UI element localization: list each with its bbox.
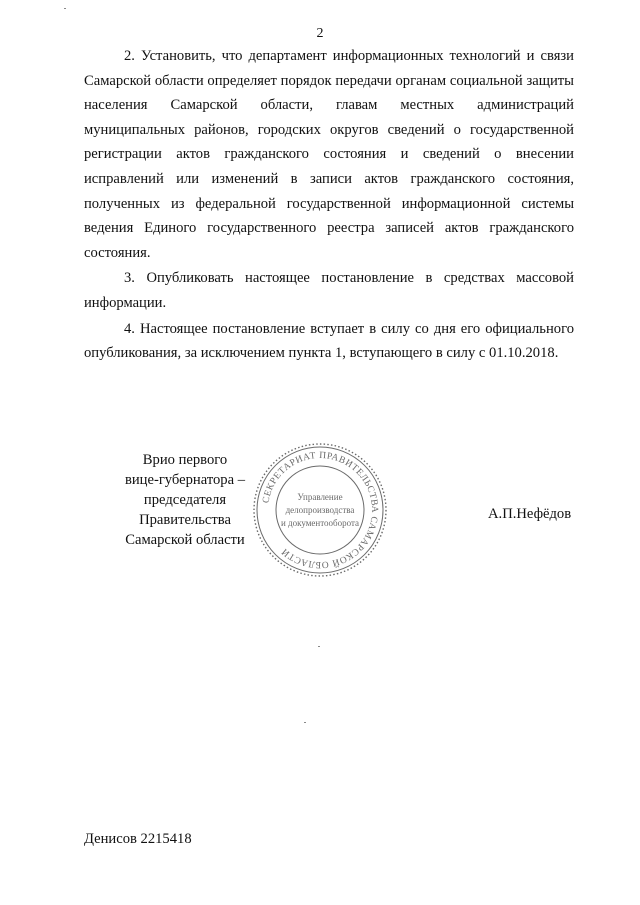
seal-inner-line: делопроизводства bbox=[285, 505, 355, 515]
paragraph-2: 2. Установить, что департамент информационных технологий и связи Самарской области определяет порядок передачи органам социальной защиты населения Самарской области, главам местных администраций муниципальных районов, городских округов сведений о государственной регистрации актов гражданского состояния и сведений о внесении исправлений или изменений в записи актов гражданского состояния, полученных из федеральной государственной информационной системы ведения Единого государственного реестра записей актов гражданского состояния. bbox=[84, 48, 574, 261]
seal-ring-text: СЕКРЕТАРИАТ ПРАВИТЕЛЬСТВА САМАРСКОЙ ОБЛАСТИ bbox=[261, 450, 380, 570]
seal-inner-line: и документооборота bbox=[280, 518, 360, 528]
scan-speck bbox=[64, 8, 66, 9]
position-line: Врио первого bbox=[142, 452, 228, 468]
paragraph-4: 4. Настоящее постановление вступает в силу со дня его официального опубликования, за исключением пункта 1, вступающего в силу с 01.10.2018. bbox=[84, 320, 574, 362]
position-line: вице-губернатора – bbox=[124, 472, 246, 488]
position-line: Самарской области bbox=[125, 532, 245, 548]
page-number: 2 bbox=[316, 26, 324, 41]
document-body bbox=[84, 44, 574, 366]
position-line: председателя Правительства bbox=[139, 492, 231, 528]
signatory-position bbox=[100, 450, 270, 550]
official-seal bbox=[252, 442, 388, 578]
seal-graphic bbox=[252, 442, 388, 578]
seal-inner-line: Управление bbox=[297, 492, 343, 502]
signer-name: А.П.Нефёдов bbox=[488, 506, 572, 522]
scan-speck bbox=[318, 646, 320, 647]
executor-info: Денисов 2215418 bbox=[84, 831, 192, 847]
scan-speck bbox=[304, 722, 306, 723]
paragraph-3: 3. Опубликовать настоящее постановление в средствах массовой информации. bbox=[84, 270, 574, 311]
